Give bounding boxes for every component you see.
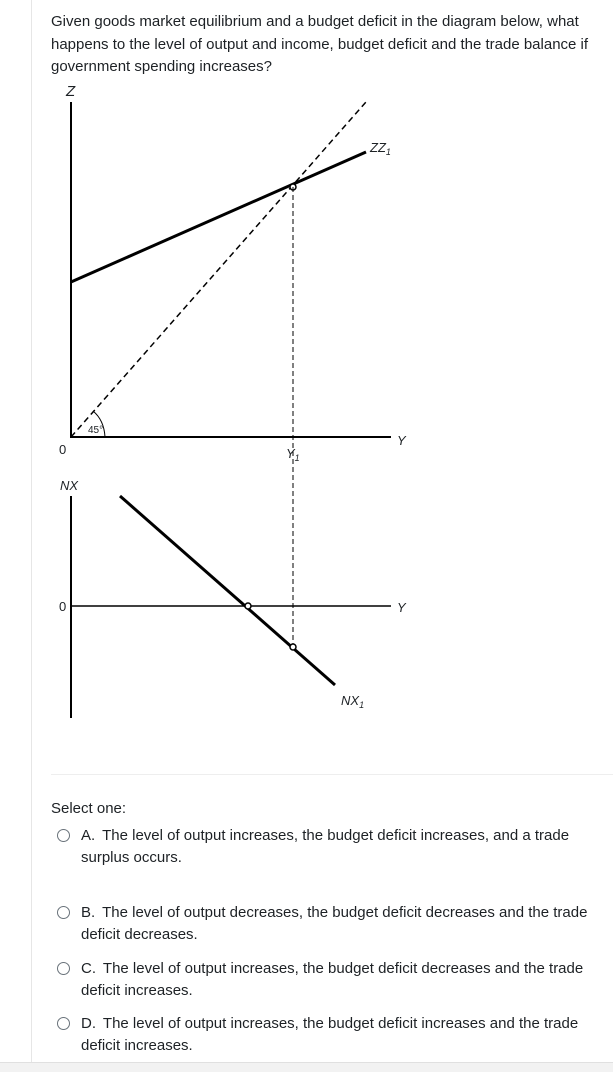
select-one-prompt: Select one: <box>51 800 127 817</box>
option-c[interactable] <box>57 958 596 1002</box>
option-d[interactable] <box>57 1013 596 1057</box>
nx-zero-point <box>245 603 251 609</box>
lower-origin-label: 0 <box>59 599 67 614</box>
option-c-text: C. The level of output increases, the budget deficit decreases and the trade deficit increases. <box>81 960 584 999</box>
nx-curve-label: $NX_1$ <box>341 693 365 710</box>
lower-y-axis-label: NX <box>60 478 79 493</box>
option-a-text: A. The level of output increases, the budget deficit increases, and a trade surplus occurs. <box>81 827 570 866</box>
option-b[interactable] <box>57 902 596 946</box>
angle-label: 45° <box>88 425 104 436</box>
upper-x-axis-label: Y <box>397 433 406 448</box>
radio-b[interactable] <box>57 906 70 919</box>
radio-c[interactable] <box>57 962 70 975</box>
zz-curve <box>71 152 366 282</box>
economics-diagram <box>0 80 613 720</box>
radio-a[interactable] <box>57 829 70 842</box>
upper-origin-label: 0 <box>59 442 67 457</box>
nx-equilibrium-point <box>290 644 296 650</box>
nx-curve <box>120 496 335 685</box>
option-a[interactable] <box>57 825 596 869</box>
zz-curve-label: $ZZ_1$ <box>370 140 391 157</box>
option-b-text: B. The level of output decreases, the budget deficit decreases and the trade deficit decreases. <box>81 904 588 943</box>
option-d-text: D. The level of output increases, the budget deficit increases and the trade deficit increases. <box>81 1015 579 1054</box>
upper-y-axis-label: Z <box>66 83 76 100</box>
equilibrium-output-label: $Y_1$ <box>286 446 300 463</box>
forty-five-degree-line <box>71 102 366 437</box>
lower-x-axis-label: Y <box>397 600 406 615</box>
section-divider <box>51 774 613 775</box>
radio-d[interactable] <box>57 1017 70 1030</box>
question-text: Given goods market equilibrium and a budget deficit in the diagram below, what happens to the level of output and income, budget deficit and the trade balance if government spending increases? <box>51 13 589 75</box>
